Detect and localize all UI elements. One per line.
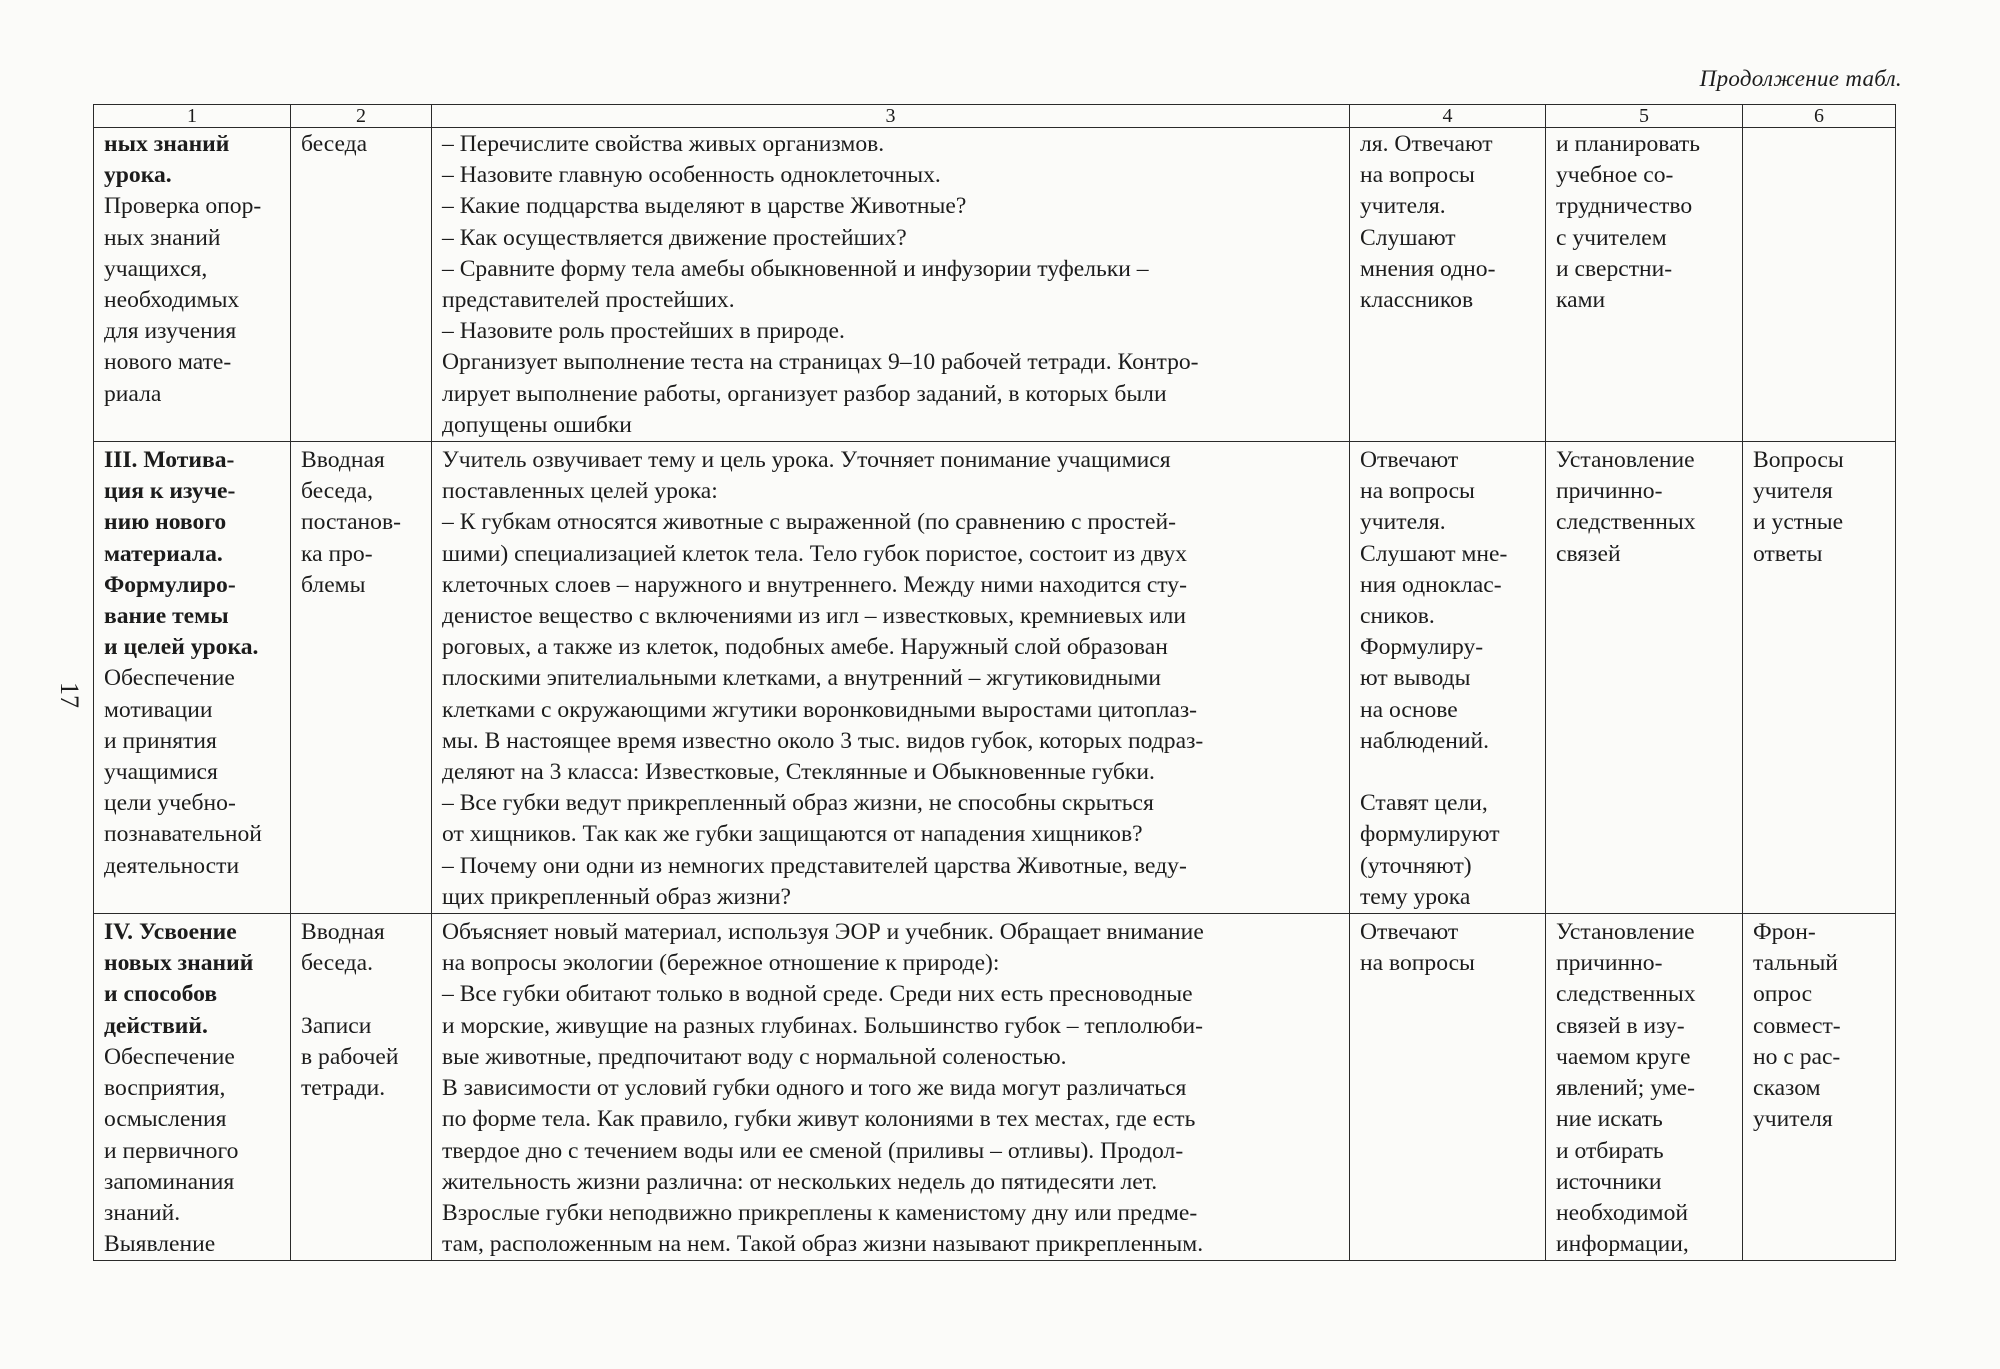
- teacher-activity-cell: – Перечислите свойства живых организмов. – Назовите главную особенность одноклеточных. – Какие подцарства выделяют в царстве Животные? – Как осуществляется движение простейших? – Сравните форму тела амебы обыкновенной и инфузории туфельки – представителей простейших. – Назовите роль простейших в природе. Организует выполнение теста на страницах 9–10 рабочей тетради. Контро- лирует выполнение работы, организует разбор заданий, в которых были допущены ошибки: [432, 128, 1350, 442]
- control-form-cell: Вопросы учителя и устные ответы: [1743, 442, 1896, 914]
- method-cell: Вводная беседа. Записи в рабочей тетради.: [291, 914, 432, 1261]
- teacher-activity-cell: Объясняет новый материал, используя ЭОР и учебник. Обращает внимание на вопросы экологии (бережное отношение к природе): – Все губки обитают только в водной среде. Среди них есть пресноводные и морские, живущие на разных глубинах. Большинство губок – теплолюби- вые животные, предпочитают воду с нормальной соленостью. В зависимости от условий губки одного и того же вида могут различаться по форме тела. Как правило, губки живут колониями в тех местах, где есть твердое дно с течением воды или ее сменой (приливы – отливы). Продол- жительность жизни различна: от нескольких недель до пятидесяти лет. Взрослые губки неподвижно прикреплены к каменистому дну или предме- там, расположенным на нем. Такой образ жизни называют прикрепленным.: [432, 914, 1350, 1261]
- method-cell: беседа: [291, 128, 432, 442]
- column-number-row: [94, 105, 1896, 128]
- column-header-1: 1: [94, 105, 291, 128]
- method-cell: Вводная беседа, постанов- ка про- блемы: [291, 442, 432, 914]
- stage-description: Обеспечение мотивации и принятия учащимися цели учебно- познавательной деятельности: [104, 665, 262, 879]
- column-header-2: 2: [291, 105, 432, 128]
- student-activity-cell: Отвечают на вопросы: [1350, 914, 1546, 1261]
- stage-cell: [94, 914, 291, 1261]
- column-header-6: 6: [1743, 105, 1896, 128]
- stage-description: Проверка опор- ных знаний учащихся, необходимых для изучения нового мате- риала: [104, 193, 262, 407]
- teacher-activity-cell: Учитель озвучивает тему и цель урока. Уточняет понимание учащимися поставленных целей урока: – К губкам относятся животные с выраженной (по сравнению с простей- шими) специализацией клеток тела. Тело губок пористое, состоит из двух клеточных слоев – наружного и внутреннего. Между ними находится сту- денистое вещество с включениями из игл – известковых, кремниевых или роговых, а также из клеток, подобных амебе. Наружный слой образован плоскими эпителиальными клетками, а внутренний – жгутиковидными клетками с окружающими жгутики воронковидными выростами цитоплаз- мы. В настоящее время известно около 3 тыс. видов губок, которых подраз- деляют на 3 класса: Известковые, Стеклянные и Обыкновенные губки. – Все губки ведут прикрепленный образ жизни, не способны скрыться от хищников. Так как же губки защищаются от нападения хищников? – Почему они одни из немногих представителей царства Животные, веду- щих прикрепленный образ жизни?: [432, 442, 1350, 914]
- learning-actions-cell: и планировать учебное со- трудничество с учителем и сверстни- ками: [1546, 128, 1743, 442]
- page-number: 17: [55, 682, 84, 708]
- control-form-cell: [1743, 128, 1896, 442]
- stage-cell: [94, 128, 291, 442]
- learning-actions-cell: Установление причинно- следственных связей: [1546, 442, 1743, 914]
- stage-cell: [94, 442, 291, 914]
- continuation-note: Продолжение табл.: [1699, 66, 1902, 91]
- student-activity-cell: ля. Отвечают на вопросы учителя. Слушают мнения одно- классников: [1350, 128, 1546, 442]
- column-header-5: 5: [1546, 105, 1743, 128]
- stage-title: ных знаний урока.: [104, 131, 230, 189]
- student-activity-cell: Отвечают на вопросы учителя. Слушают мне- ния одноклас- сников. Формулиру- ют выводы на основе наблюдений. Ставят цели, формулируют (уточняют) тему урока: [1350, 442, 1546, 914]
- column-header-3: 3: [432, 105, 1350, 128]
- stage-title: III. Мотива- ция к изуче- нию нового материала. Формулиро- вание темы и целей урока.: [104, 447, 259, 661]
- learning-actions-cell: Установление причинно- следственных связей в изу- чаемом круге явлений; уме- ние искать и отбирать источники необходимой информации,: [1546, 914, 1743, 1261]
- lesson-plan-table: [93, 104, 1896, 1261]
- table-row: [94, 128, 1896, 442]
- stage-title: IV. Усвоение новых знаний и способов действий.: [104, 919, 254, 1039]
- column-header-4: 4: [1350, 105, 1546, 128]
- table-row: [94, 442, 1896, 914]
- stage-description: Обеспечение восприятия, осмысления и первичного запоминания знаний. Выявление: [104, 1043, 239, 1258]
- table-row: [94, 914, 1896, 1261]
- control-form-cell: Фрон- тальный опрос совмест- но с рас- сказом учителя: [1743, 914, 1896, 1261]
